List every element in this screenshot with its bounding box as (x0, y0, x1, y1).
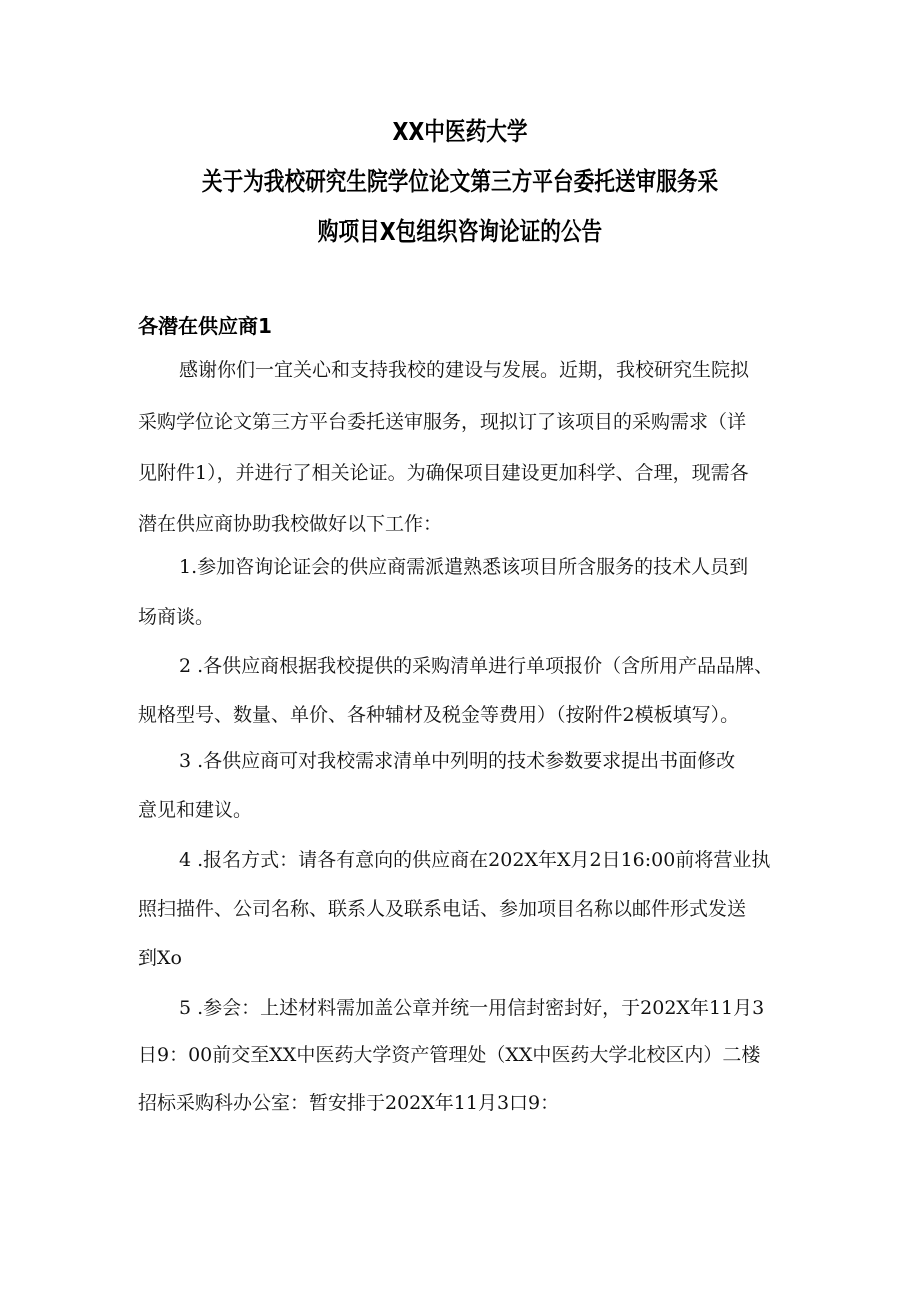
item-4-line: 照扫描件、公司名称、联系人及联系电话、参加项目名称以邮件形式发送 (138, 898, 747, 920)
title-line-1: XX中医药大学 (392, 117, 528, 146)
item-2-line: 2 .各供应商根据我校提供的采购清单进行单项报价（含所用产品品牌、 (179, 655, 774, 677)
item-3-line: 3 .各供应商可对我校需求清单中列明的技术参数要求提出书面修改 (179, 750, 736, 772)
paragraph-line: 感谢你们一宜关心和支持我校的建设与发展。近期，我校研究生院拟 (179, 359, 750, 381)
item-4-line: 到Xo (138, 947, 182, 969)
item-1-line: 场商谈。 (138, 606, 215, 628)
item-4-line: 4 .报名方式：请各有意向的供应商在202X年X月2日16:00前将营业执 (179, 849, 771, 871)
item-1-line: 1.参加咨询论证会的供应商需派遣熟悉该项目所含服务的技术人员到 (179, 556, 749, 578)
item-3-line: 意见和建议。 (138, 799, 253, 821)
paragraph-line: 见附件1），并进行了相关论证。为确保项目建设更加科学、合理，现需各 (138, 462, 749, 484)
title-line-3: 购项目X包组织咨询论证的公告 (317, 217, 603, 246)
item-5-line: 招标采购科办公室：暂安排于202X年11月3口9： (138, 1092, 560, 1114)
salutation: 各潜在供应商1 (138, 314, 272, 338)
item-5-line: 日9：00前交至XX中医药大学资产管理处（XX中医药大学北校区内）二楼 (138, 1044, 761, 1066)
item-5-line: 5 .参会：上述材料需加盖公章并统一用信封密封好，于202X年11月3 (179, 997, 765, 1019)
item-2-line: 规格型号、数量、单价、各种辅材及税金等费用）（按附件2模板填写）。 (138, 704, 740, 726)
title-line-2: 关于为我校研究生院学位论文第三方平台委托送审服务采 (201, 167, 719, 196)
paragraph-line: 潜在供应商协助我校做好以下工作： (138, 513, 443, 535)
paragraph-line: 采购学位论文第三方平台委托送审服务，现拟订了该项目的采购需求（详 (138, 411, 747, 433)
